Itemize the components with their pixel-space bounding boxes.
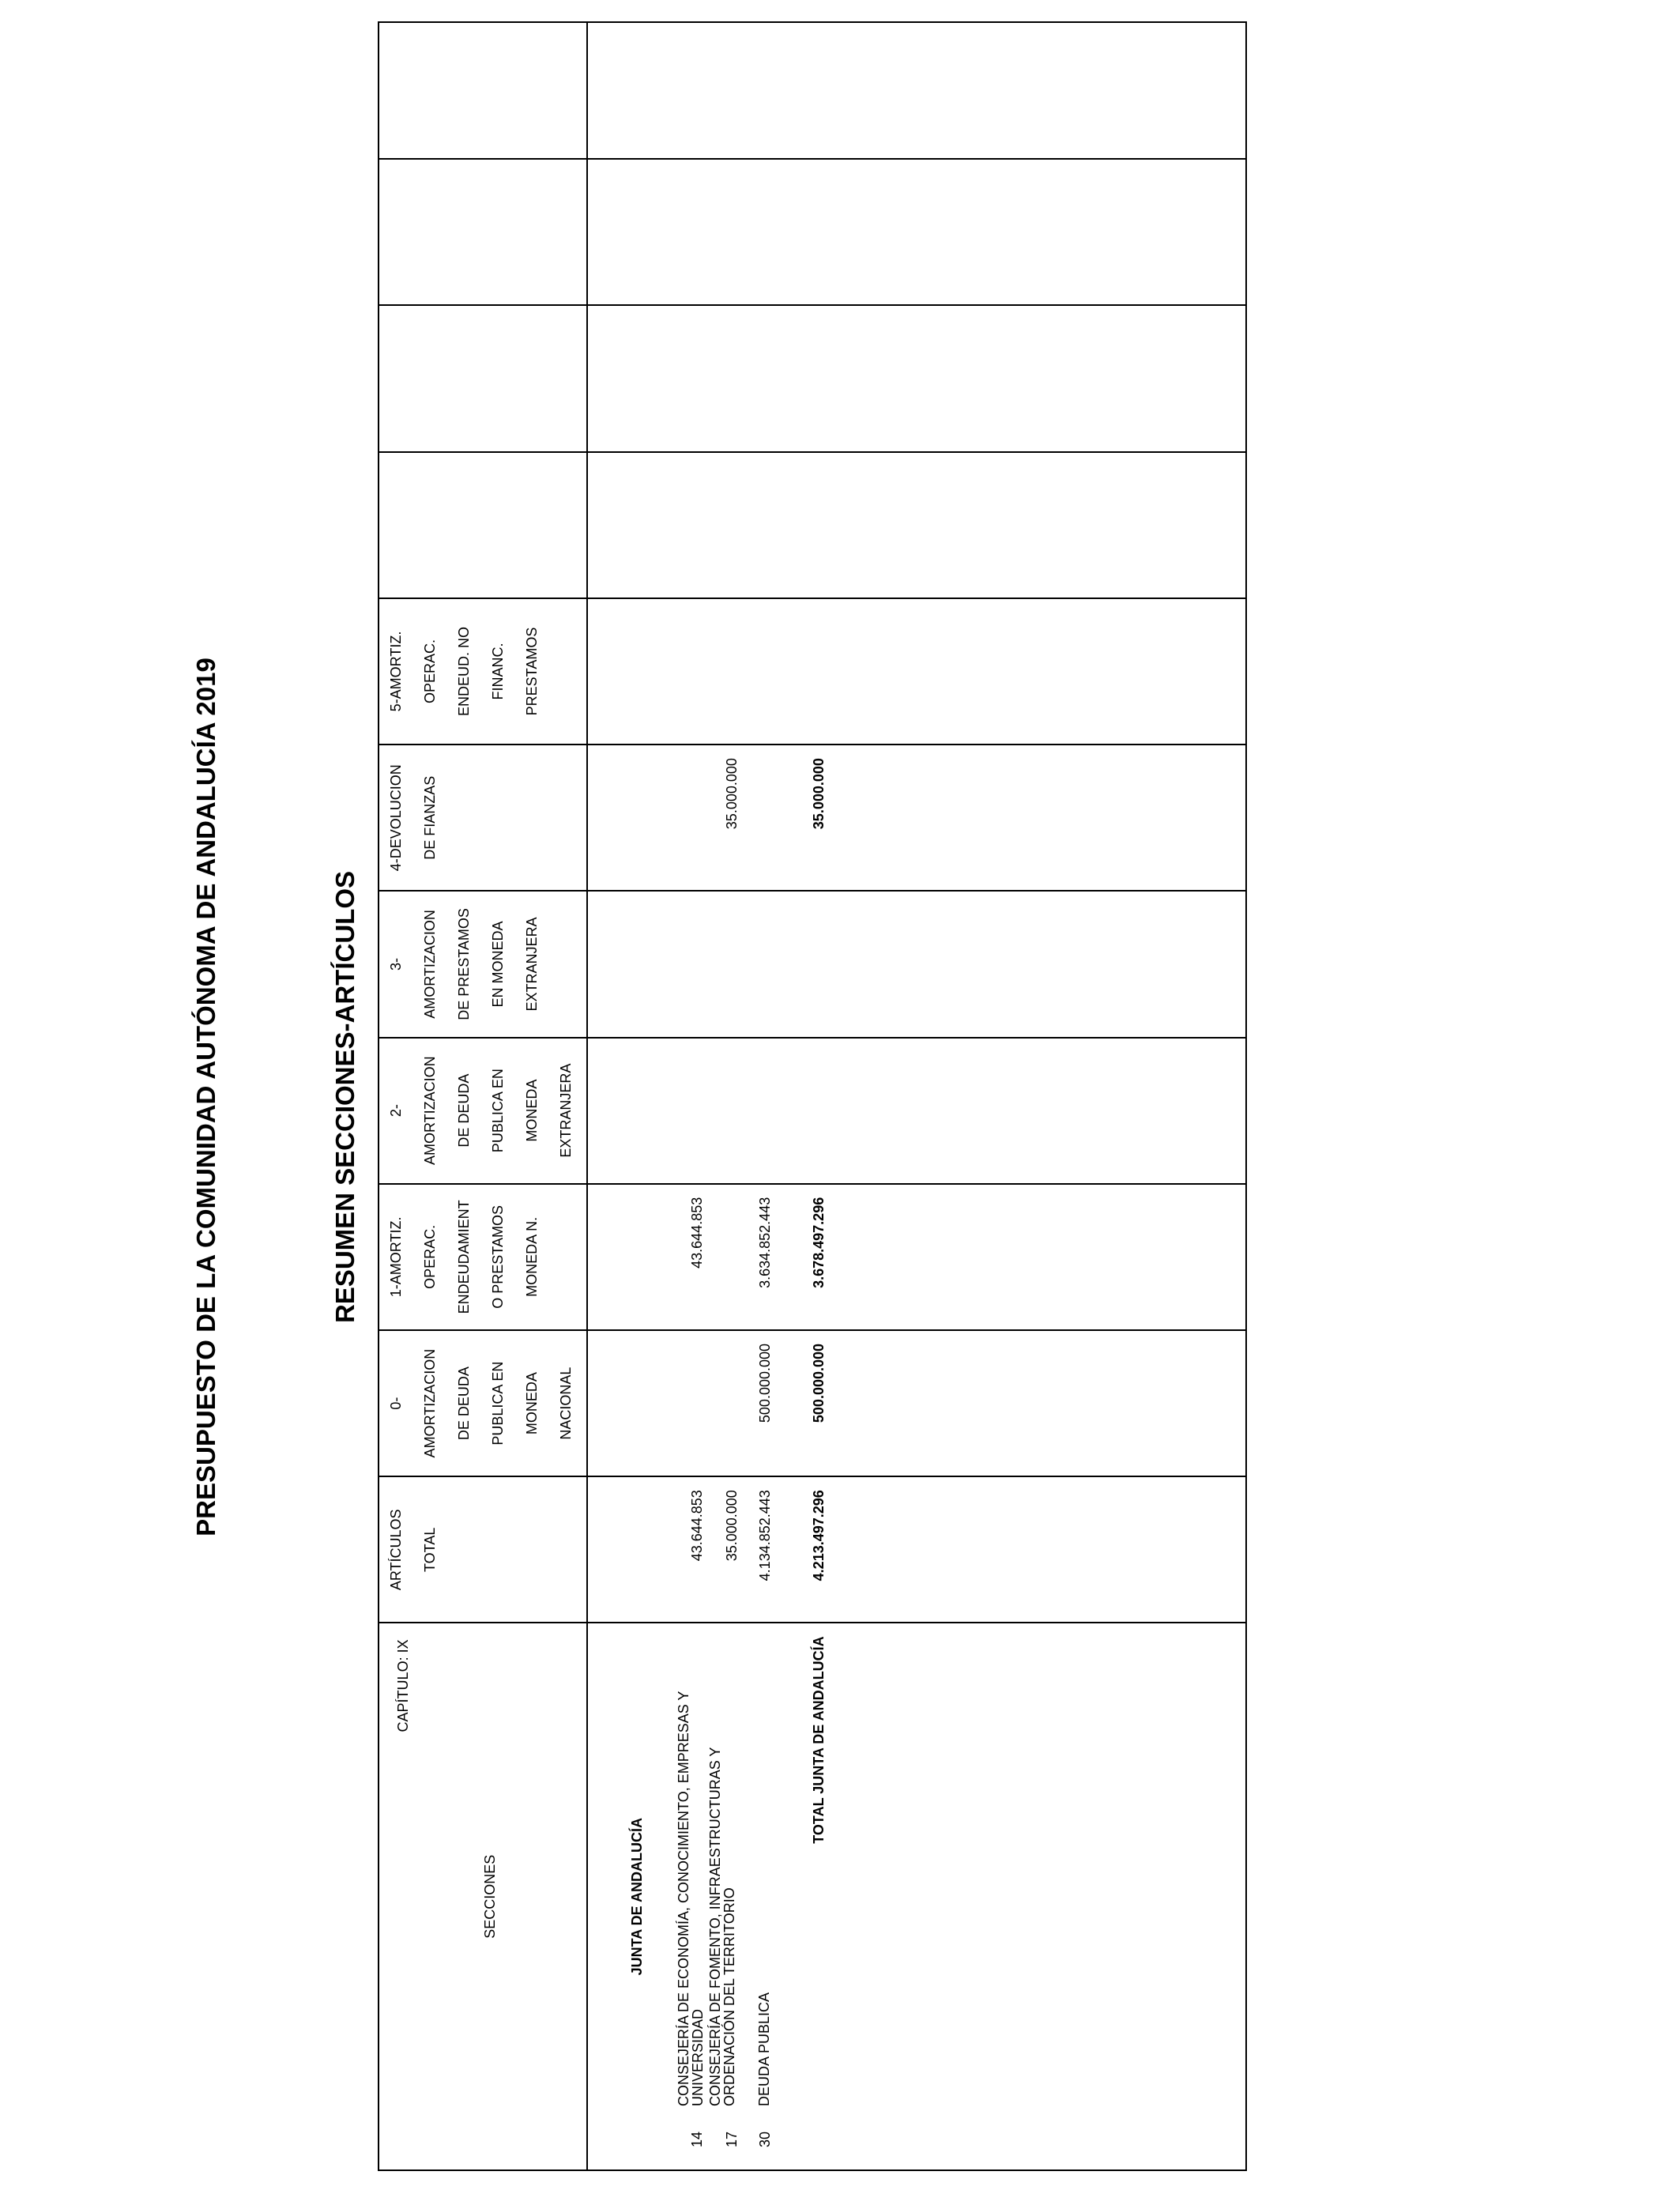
grand-total: 4.213.497.296 xyxy=(811,1490,827,1581)
header-col-line: PUBLICA EN xyxy=(490,1069,506,1153)
header-col-line: 3- xyxy=(388,957,404,971)
header-col xyxy=(379,1038,587,1184)
header-col xyxy=(379,1184,587,1330)
header-col xyxy=(379,452,587,598)
header-col-line: DE DEUDA xyxy=(456,1073,472,1148)
c3-col-cell xyxy=(587,891,1246,1037)
row-c1: 3.634.852.443 xyxy=(757,1197,773,1288)
header-col-line: AMORTIZACION xyxy=(422,1348,438,1458)
header-secciones-cell xyxy=(379,1623,587,2170)
header-col-line: OPERAC. xyxy=(422,639,438,704)
row-c0: 500.000.000 xyxy=(757,1343,773,1423)
header-col-line: EXTRANJERA xyxy=(524,917,540,1012)
header-row xyxy=(379,22,587,2170)
header-col-line: O PRESTAMOS xyxy=(490,1205,506,1309)
row-code: 14 xyxy=(689,2131,705,2147)
header-col-line: 2- xyxy=(388,1104,404,1118)
secciones-body-cell xyxy=(587,1623,1246,2170)
c1-col-cell xyxy=(587,1184,1246,1330)
header-col-line: TOTAL xyxy=(422,1527,438,1572)
empty-col-cell xyxy=(587,22,1246,159)
row-name: CONSEJERÍA DE ECONOMÍA, CONOCIMIENTO, EMPRESAS Y UNIVERSIDAD xyxy=(676,1691,706,2106)
total-c1: 3.678.497.296 xyxy=(811,1197,827,1288)
header-col-line: 4-DEVOLUCION xyxy=(388,764,404,872)
header-col-line: PUBLICA EN xyxy=(490,1361,506,1446)
row-c4: 35.000.000 xyxy=(724,758,740,830)
header-col-line: 5-AMORTIZ. xyxy=(388,631,404,712)
header-col xyxy=(379,159,587,305)
header-col-line: OPERAC. xyxy=(422,1224,438,1289)
header-col xyxy=(379,891,587,1037)
header-col-line: ENDEUD. NO xyxy=(456,627,472,717)
c0-col-cell xyxy=(587,1330,1246,1476)
row-name: CONSEJERÍA DE FOMENTO, INFRAESTRUCTURAS Y ORDENACIÓN DEL TERRITORIO xyxy=(707,1747,737,2106)
empty-col-cell xyxy=(587,305,1246,451)
header-col-line: MONEDA xyxy=(524,1079,540,1142)
row-c1: 43.644.853 xyxy=(689,1197,705,1269)
header-col xyxy=(379,1330,587,1476)
group-label: JUNTA DE ANDALUCÍA xyxy=(629,1818,645,1976)
header-col xyxy=(379,745,587,891)
header-col-line: ENDEUDAMIENT xyxy=(456,1200,472,1314)
header-col-line: DE PRESTAMOS xyxy=(456,908,472,1020)
header-col-line: DE FIANZAS xyxy=(422,775,438,860)
row-total: 4.134.852.443 xyxy=(757,1490,773,1581)
total-col-cell xyxy=(587,1476,1246,1623)
empty-col-cell xyxy=(587,159,1246,305)
header-col-line: ARTÍCULOS xyxy=(388,1509,404,1591)
header-col-line: EXTRANJERA xyxy=(558,1063,574,1158)
body-row xyxy=(587,22,1246,2170)
header-col-line: AMORTIZACION xyxy=(422,910,438,1019)
header-col-line: 0- xyxy=(388,1397,404,1410)
header-col-line: PRESTAMOS xyxy=(524,627,540,716)
header-col-line: MONEDA N. xyxy=(524,1216,540,1297)
row-total: 43.644.853 xyxy=(689,1490,705,1562)
header-col-line: EN MONEDA xyxy=(490,921,506,1008)
header-col-line: FINANC. xyxy=(490,643,506,700)
header-col-line: 1-AMORTIZ. xyxy=(388,1216,404,1298)
total-label: TOTAL JUNTA DE ANDALUCÍA xyxy=(811,1636,827,1844)
row-total: 35.000.000 xyxy=(724,1490,740,1562)
empty-col-cell xyxy=(587,452,1246,598)
c5-col-cell xyxy=(587,598,1246,745)
header-col xyxy=(379,598,587,745)
row-name: DEUDA PUBLICA xyxy=(756,1992,772,2106)
header-col xyxy=(379,22,587,159)
total-c4: 35.000.000 xyxy=(811,758,827,830)
c4-col-cell xyxy=(587,745,1246,891)
header-col-line: DE DEUDA xyxy=(456,1367,472,1441)
c2-col-cell xyxy=(587,1038,1246,1184)
row-code: 30 xyxy=(757,2131,773,2147)
budget-table xyxy=(378,21,1247,2171)
header-col-line: NACIONAL xyxy=(558,1367,574,1440)
header-col-line: MONEDA xyxy=(524,1372,540,1435)
row-code: 17 xyxy=(724,2131,740,2147)
capitulo-label: CAPÍTULO: IX xyxy=(395,1639,411,1732)
header-col xyxy=(379,305,587,451)
header-col xyxy=(379,1476,587,1623)
page-subtitle: RESUMEN SECCIONES-ARTÍCULOS xyxy=(330,870,360,1324)
secciones-label: SECCIONES xyxy=(482,1854,498,1939)
header-col-line: AMORTIZACION xyxy=(422,1056,438,1165)
total-c0: 500.000.000 xyxy=(811,1343,827,1423)
page-title: PRESUPUESTO DE LA COMUNIDAD AUTÓNOMA DE ANDALUCÍA 2019 xyxy=(191,658,220,1536)
